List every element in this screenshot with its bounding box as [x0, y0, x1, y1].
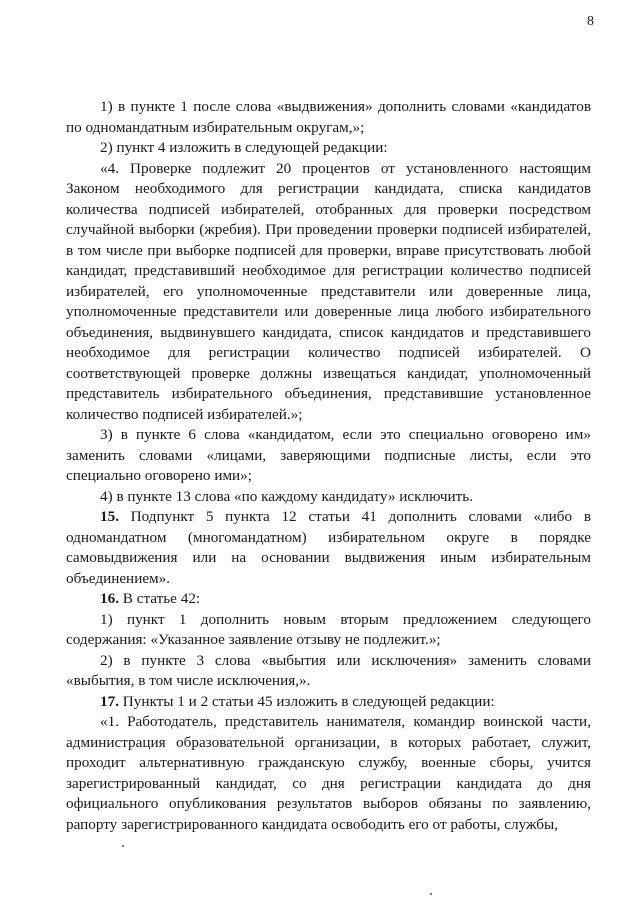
section-number: 17. — [100, 692, 119, 710]
paragraph — [66, 651, 591, 692]
paragraph-text: Подпункт 5 пункта 12 статьи 41 дополнить словами «либо в одномандатном (многомандатном) избирательном округе в порядке самовыдвижения или на основании выдвижения иным избирательным объединением». — [66, 508, 591, 587]
paragraph-text: 1) пункт 1 дополнить новым вторым предложением следующего содержания: «Указанное заявление отзыву не подлежит.»; — [66, 610, 591, 648]
paragraph — [66, 97, 591, 138]
paragraph-text: «4. Проверке подлежит 20 процентов от установленного настоящим Законом необходимого для регистрации кандидата, списка кандидатов количества подписей избирателей, отобранных для проверки посредством случайной выборки (жребия). При проведении проверки подписей избирателей, в том числе при выборке подписей для проверки, вправе присутствовать любой кандидат, представивший необходимое для регистрации количество подписей избирателей, его уполномоченные представители или доверенные лица, уполномоченные представители или доверенные лица любого избирательного объединения, выдвинувшего кандидата, список кандидатов и представившего необходимое для регистрации количество подписей избирателей. О соответствующей проверке должны извещаться кандидат, уполномоченный представитель избирательного объединения, представившие установленное количество подписей избирателей.»; — [66, 159, 591, 423]
scan-speck — [122, 845, 124, 847]
paragraph — [66, 610, 591, 651]
paragraph-text: «1. Работодатель, представитель нанимателя, командир воинской части, администрация образовательной организации, в которых работает, служит, проходит альтернативную гражданскую службу, военные сборы, учится зарегистрированный кандидат, со дня регистрации кандидата до дня официального опубликования результатов выборов обязаны по заявлению, рапорту зарегистрированного кандидата освободить его от работы, службы, — [66, 713, 591, 833]
paragraph-text: В статье 42: — [118, 590, 201, 607]
document-body — [66, 97, 591, 835]
paragraph-text: 4) в пункте 13 слова «по каждому кандидату» исключить. — [100, 487, 474, 505]
section-number: 15. — [100, 508, 119, 525]
section-number: 16. — [100, 590, 119, 607]
paragraph — [66, 507, 591, 589]
paragraph — [66, 712, 591, 835]
paragraph — [66, 138, 591, 159]
paragraph-text: 1) в пункте 1 после слова «выдвижения» дополнить словами «кандидатов по одномандатным избирательным округам,»; — [66, 98, 591, 136]
paragraph — [66, 159, 591, 426]
paragraph — [66, 589, 591, 610]
scan-speck — [430, 893, 432, 895]
paragraph-text: 2) пункт 4 изложить в следующей редакции: — [100, 139, 388, 156]
paragraph — [66, 425, 591, 487]
paragraph-text: Пункты 1 и 2 статьи 45 изложить в следующей редакции: — [118, 692, 495, 710]
paragraph — [66, 487, 591, 508]
paragraph — [66, 692, 591, 713]
page-number: 8 — [587, 14, 594, 29]
paragraph-text: 2) в пункте 3 слова «выбытия или исключения» заменить словами «выбытия, в том числе исключения,». — [66, 651, 591, 689]
paragraph-text: 3) в пункте 6 слова «кандидатом, если это специально оговорено им» заменить словами «лицами, заверяющими подписные листы, если это специально оговорено ими»; — [66, 426, 591, 484]
